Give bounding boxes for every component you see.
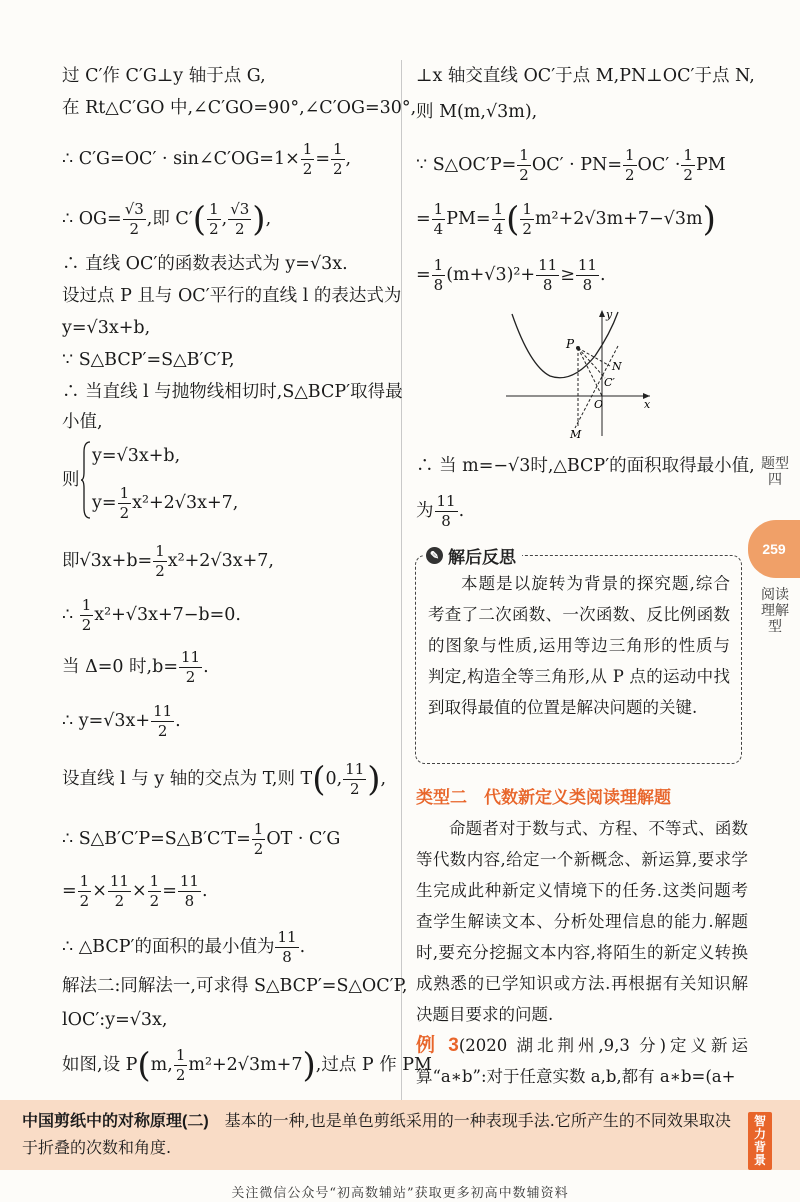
left-line-18: ∴ △BCP′的面积的最小值为 $\frac{11}{8}$ . (62, 928, 306, 966)
left-line-4: ∴ OG= $\frac{√3}{2}$ ,即 C′( $\frac{1}{2}$ , $\frac{√3}{2}$ ), (62, 199, 272, 240)
column-divider (401, 60, 402, 1100)
section-title: 类型二 代数新定义类阅读理解题 (416, 788, 671, 807)
left-line-1: 过 C′作 C′G⊥y 轴于点 G, (62, 66, 266, 86)
label-p: P (566, 337, 575, 351)
tab-label-bottom: 阅读理解型 (761, 586, 789, 634)
right-line-3: ∵ S△OC′P= $\frac{1}{2}$ OC′ · PN= $\frac{1}{2}$ OC′ · $\frac{1}{2}$ PM (416, 146, 726, 184)
left-line-13: 当 Δ=0 时,b= $\frac{11}{2}$ . (62, 648, 209, 686)
right-line-4: = $\frac{1}{4}$ PM= $\frac{1}{4}$ ( $\frac{1}{2}$ m²+2√3m+7−√3m) (416, 199, 716, 240)
badge-intelligence: 智力背景 (748, 1112, 772, 1170)
left-line-8: ∵ S△BCP′=S△B′C′P, (62, 350, 235, 370)
reflection-body: 本题是以旋转为背景的探究题,综合考查了二次函数、一次函数、反比例函数的图象与性质,运用等边三角形的性质与判定,构造全等三角形,从 P 点的运动中找到取得最值的位置是解决问题的关键. (428, 574, 730, 717)
left-line-11: 即√3x+b= $\frac{1}{2}$ x²+2√3x+7, (62, 542, 274, 580)
left-line-15: 设直线 l 与 y 轴的交点为 T,则 T(0, $\frac{11}{2}$ ), (62, 759, 387, 800)
system-brace (80, 440, 92, 520)
label-n: N (612, 360, 622, 373)
example-label: 例 3 (416, 1035, 459, 1056)
left-line-3: ∴ C′G=OC′ · sin∠C′OG=1× $\frac{1}{2}$ = $\frac{1}{2}$ , (62, 140, 352, 178)
label-m: M (570, 428, 582, 441)
left-line-16: ∴ S△B′C′P=S△B′C′T= $\frac{1}{2}$ OT · C′G (62, 820, 341, 858)
right-line-2: 则 M(m,√3m), (416, 102, 538, 122)
left-line-17: = $\frac{1}{2}$ × $\frac{11}{2}$ × $\frac{1}{2}$ = $\frac{11}{8}$ . (62, 872, 208, 910)
reflection-title: ✎ 解后反思 (424, 543, 522, 568)
left-line-7: y=√3x+b, (62, 318, 151, 338)
left-line-19: 解法二:同解法一,可求得 S△BCP′=S△OC′P, (62, 976, 408, 996)
right-line-1: ⊥x 轴交直线 OC′于点 M,PN⊥OC′于点 N, (416, 66, 755, 86)
left-line-20: lOC′:y=√3x, (62, 1010, 168, 1030)
label-o: O (594, 398, 604, 411)
tab-label-top: 题型四 (761, 455, 789, 487)
left-line-14: ∴ y=√3x+ $\frac{11}{2}$ . (62, 702, 181, 740)
left-line-9: ∴ 当直线 l 与抛物线相切时,S△BCP′取得最 (62, 382, 403, 402)
system-eq-2: y= $\frac{1}{2}$ x²+2√3x+7, (92, 484, 239, 522)
label-c: C′ (604, 376, 615, 389)
example-text: (2020 湖北荆州,9,3 分)定义新运算“a∗b”:对于任意实数 a,b,都有 a∗b=(a+ (416, 1036, 748, 1086)
page-number: 259 (748, 520, 800, 578)
bottom-text: 中国剪纸中的对称原理(二) 基本的一种,也是单色剪纸采用的一种表现手法.它所产生的不同效果取决于折叠的次数和角度. (22, 1111, 731, 1157)
left-line-12: ∴ $\frac{1}{2}$ x²+√3x+7−b=0. (62, 596, 241, 634)
section-paragraph: 命题者对于数与式、方程、不等式、函数等代数内容,给定一个新概念、新运算,要求学生完成此种新定义情境下的任务.这类问题考查学生解读文本、分析处理信息的能力.解题时,要充分挖掘文本内容,将陌生的新定义转换成熟悉的已学知识或方法.再根据有关知识解决题目要求的问题. 例 3(2020 湖北荆州,9,3 分)定义新运算“a∗b”:对于任意实数 a,b,都有 a∗b=(a+ (416, 819, 748, 1086)
right-line-7: 为 $\frac{11}{8}$ . (416, 492, 465, 530)
system-lead: 则 (62, 470, 80, 490)
footer-note: 关注微信公众号“初高数辅站”获取更多初高中数辅资料 (231, 1186, 569, 1201)
label-x: x (644, 398, 651, 411)
left-line-5: ∴ 直线 OC′的函数表达式为 y=√3x. (62, 254, 348, 274)
left-line-6: 设过点 P 且与 OC′平行的直线 l 的表达式为 (62, 286, 402, 306)
right-line-6: ∴ 当 m=−√3时,△BCP′的面积取得最小值, (416, 456, 755, 476)
right-line-5: = $\frac{1}{8}$ (m+√3)²+ $\frac{11}{8}$ ≥ $\frac{11}{8}$ . (416, 256, 606, 294)
function-graph (500, 306, 660, 441)
pencil-icon: ✎ (426, 547, 443, 564)
system-eq-1: y=√3x+b, (92, 446, 181, 466)
left-line-10: 小值, (62, 412, 103, 432)
left-line-2: 在 Rt△C′GO 中,∠C′GO=90°,∠C′OG=30°, (62, 98, 417, 118)
left-line-21: 如图,设 P(m, $\frac{1}{2}$ m²+2√3m+7),过点 P 作 PM (62, 1045, 432, 1086)
label-y: y (606, 308, 613, 321)
